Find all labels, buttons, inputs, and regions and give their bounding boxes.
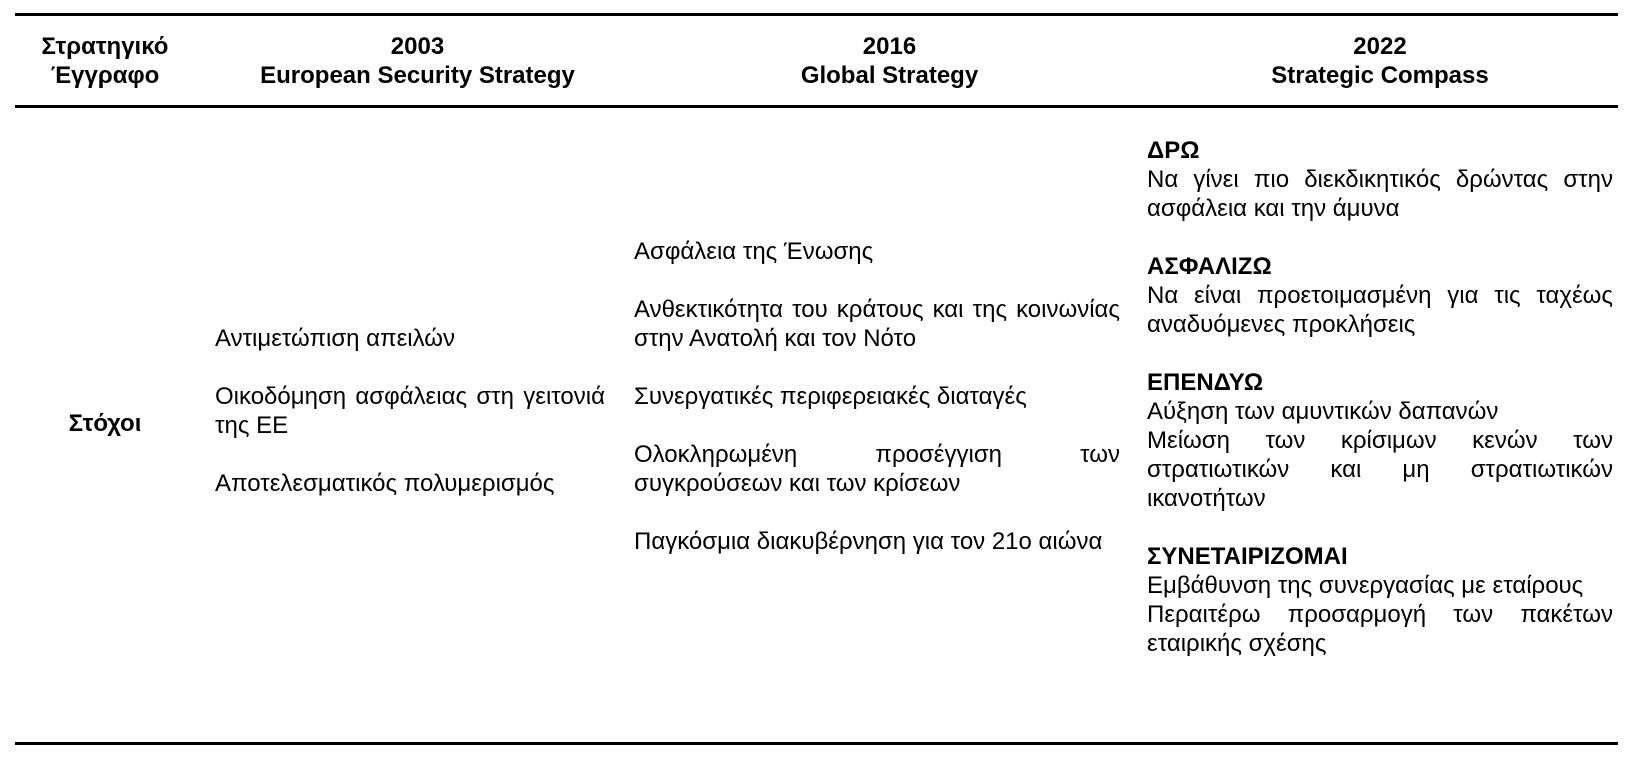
goal-item: Οικοδόμηση ασφάλειας στη γειτονιά της ΕΕ — [215, 383, 605, 439]
goal-group-title: ΕΠΕΝΔΥΩ — [1147, 369, 1264, 396]
goal-group-partner — [1147, 542, 1613, 658]
goal-item: Παγκόσμια διακυβέρνηση για τον 21ο αιώνα — [634, 528, 1103, 555]
goal-group-title: ΣΥΝΕΤΑΙΡΙΖΟΜΑΙ — [1147, 543, 1348, 570]
header-document-line1: Στρατηγικό — [41, 33, 169, 60]
goal-group-invest — [1147, 368, 1613, 513]
goal-item: Ασφάλεια της Ένωσης — [634, 238, 874, 265]
header-2016-title: Global Strategy — [800, 62, 979, 89]
cell-2016-goals — [634, 237, 1120, 556]
header-2003-year: 2003 — [390, 33, 445, 60]
goal-group-title: ΑΣΦΑΛΙΖΩ — [1147, 253, 1272, 280]
strategy-comparison-table — [15, 13, 1618, 745]
goal-item: Αποτελεσματικός πολυμερισμός — [215, 470, 555, 497]
cell-2022-goals — [1147, 136, 1613, 658]
goal-item: Συνεργατικές περιφερειακές διαταγές — [634, 383, 1027, 410]
goal-item: Ολοκληρωμένη προσέγγιση των συγκρούσεων και των κρίσεων — [634, 441, 1120, 497]
goal-group-secure — [1147, 252, 1613, 339]
header-2016 — [633, 32, 1146, 90]
goal-item: Να είναι προετοιμασμένη για τις ταχέως αναδυόμενες προκλήσεις — [1147, 282, 1613, 338]
header-2022-year: 2022 — [1353, 33, 1407, 60]
header-document-line2: Έγγραφο — [50, 62, 160, 89]
header-2022 — [1147, 32, 1613, 90]
goal-item: Αύξηση των αμυντικών δαπανών — [1147, 398, 1499, 425]
header-2003-title: European Security Strategy — [260, 62, 575, 89]
goal-group-title: ΔΡΩ — [1147, 137, 1200, 164]
header-document — [15, 32, 195, 90]
cell-2003-goals — [215, 324, 605, 498]
goal-item: Εμβάθυνση της συνεργασίας με εταίρους — [1147, 572, 1584, 599]
header-2003 — [215, 32, 620, 90]
goal-item: Μείωση των κρίσιμων κενών των στρατιωτικών και μη στρατιωτικών ικανοτήτων — [1147, 427, 1613, 512]
goal-item: Ανθεκτικότητα του κράτους και της κοινωνίας στην Ανατολή και τον Νότο — [634, 296, 1120, 352]
goal-item: Να γίνει πιο διεκδικητικός δρώντας στην ασφάλεια και την άμυνα — [1147, 166, 1613, 222]
table-bottom-rule — [15, 742, 1618, 745]
goal-item: Αντιμετώπιση απειλών — [215, 325, 456, 352]
table-top-rule — [15, 13, 1618, 16]
row-label-goals: Στόχοι — [68, 410, 142, 437]
goal-item: Περαιτέρω προσαρμογή των πακέτων εταιρικής σχέσης — [1147, 601, 1613, 657]
table-header-rule — [15, 105, 1618, 108]
header-2016-year: 2016 — [862, 33, 917, 60]
header-2022-title: Strategic Compass — [1271, 62, 1489, 89]
goal-group-act — [1147, 136, 1613, 223]
